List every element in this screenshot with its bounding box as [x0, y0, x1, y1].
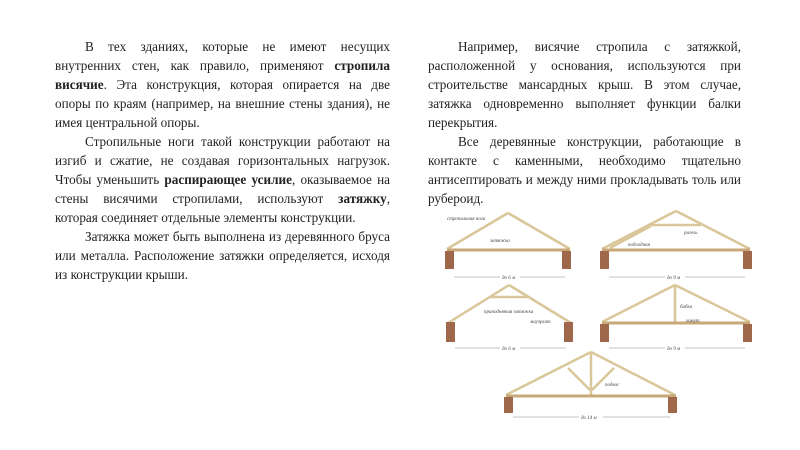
span-label: до 6 м: [502, 347, 516, 352]
label: мауэрлат: [530, 320, 551, 325]
label: бабка: [680, 305, 693, 310]
label: хомут: [686, 319, 700, 324]
span-label: до 9 м: [667, 276, 681, 281]
span-label: до 9 м: [667, 347, 681, 352]
wall: [445, 251, 454, 269]
text: . Эта конструкция, которая опирается на две опоры по краям (например, на внешние стены здания), не имея центральной опоры.: [55, 77, 390, 130]
term-thrust: распирающее усилие: [164, 172, 292, 187]
label: подсадная: [628, 243, 650, 248]
text: , оказываемое на стены висячими стропилами, используют: [55, 172, 390, 206]
text: , которая соединяет отдельные элементы конструкции.: [55, 191, 390, 225]
truss-diagram-3: [448, 285, 571, 323]
wall: [562, 251, 571, 269]
term-hanging-rafters: стропила висячие: [55, 58, 390, 92]
label: затяжка: [490, 239, 510, 244]
text: Стропильные ноги такой конструкции работают на изгиб и сжатие, не создавая горизонтальных нагрузок. Чтобы уменьшить: [55, 134, 390, 187]
paragraph: Все деревянные конструкции, работающие в контакте с каменными, необходимо тщательно антисептировать и между ними прокладывать толь или рубероид.: [428, 134, 741, 206]
truss-diagram-4: [602, 285, 750, 323]
label: ригель: [684, 231, 698, 236]
span-label: до 14 м: [581, 416, 597, 421]
term-tie: затяжку: [338, 191, 387, 206]
label: стропильная нога: [447, 217, 486, 222]
truss-diagram-5: [506, 352, 676, 396]
truss-diagram-2: [602, 211, 750, 250]
paragraph: Затяжка может быть выполнена из деревянного бруса или металла. Расположение затяжки определяется, исходя из конструкции крыши.: [55, 229, 390, 282]
span-label: до 6 м: [502, 276, 516, 281]
text: В тех зданиях, которые не имеют несущих внутренних стен, как правило, применяют: [55, 39, 390, 73]
paragraph: Например, висячие стропила с затяжкой, расположенной у основания, используются при строительстве мансардных крыш. В этом случае, затяжка одновременно выполняет функции балки перекрытия.: [428, 39, 741, 130]
label: подкос: [605, 383, 620, 388]
label: приподнятая затяжка: [484, 310, 534, 315]
